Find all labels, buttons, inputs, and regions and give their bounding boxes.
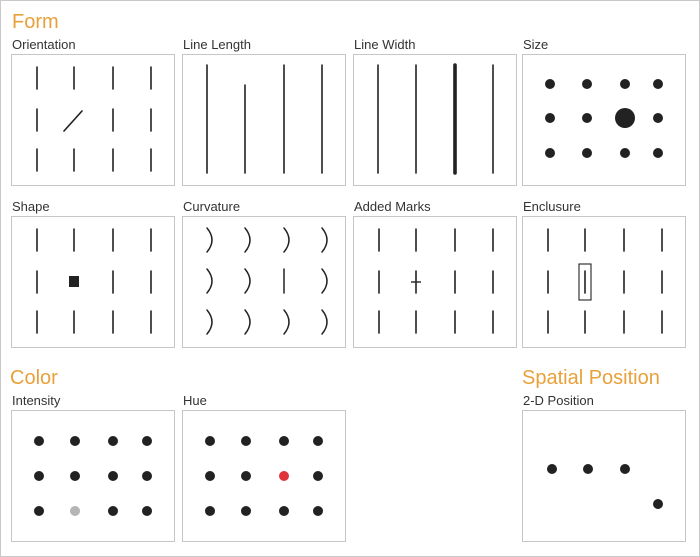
panel-intensity (11, 410, 175, 542)
panel-line-length (182, 54, 346, 186)
label-enclosure: Enclusure (523, 199, 581, 214)
position-marks (523, 411, 685, 541)
panel-added-marks (353, 216, 517, 348)
panel-enclosure (522, 216, 686, 348)
label-size: Size (523, 37, 549, 52)
curvature-marks (183, 217, 345, 347)
panel-shape (11, 216, 175, 348)
panel-line-width (353, 54, 517, 186)
orientation-marks (12, 55, 174, 185)
added-marks-marks (354, 217, 516, 347)
panel-curvature (182, 216, 346, 348)
section-title-color: Color (10, 367, 58, 389)
label-line-width: Line Width (354, 37, 416, 52)
label-2d-position: 2-D Position (523, 393, 594, 408)
panel-orientation (11, 54, 175, 186)
intensity-marks (12, 411, 174, 541)
label-hue: Hue (183, 393, 207, 408)
label-orientation: Orientation (12, 37, 76, 52)
line-width-marks (354, 55, 516, 185)
panel-hue (182, 410, 346, 542)
enclosure-marks (523, 217, 685, 347)
section-title-spatial-position: Spatial Position (522, 367, 660, 389)
label-intensity: Intensity (12, 393, 61, 408)
label-shape: Shape (12, 199, 50, 214)
label-added-marks: Added Marks (354, 199, 431, 214)
shape-marks (12, 217, 174, 347)
label-curvature: Curvature (183, 199, 241, 214)
label-line-length: Line Length (183, 37, 251, 52)
panel-size (522, 54, 686, 186)
hue-marks (183, 411, 345, 541)
panel-2d-position (522, 410, 686, 542)
size-marks (523, 55, 685, 185)
section-title-form: Form (12, 11, 59, 33)
line-length-marks (183, 55, 345, 185)
